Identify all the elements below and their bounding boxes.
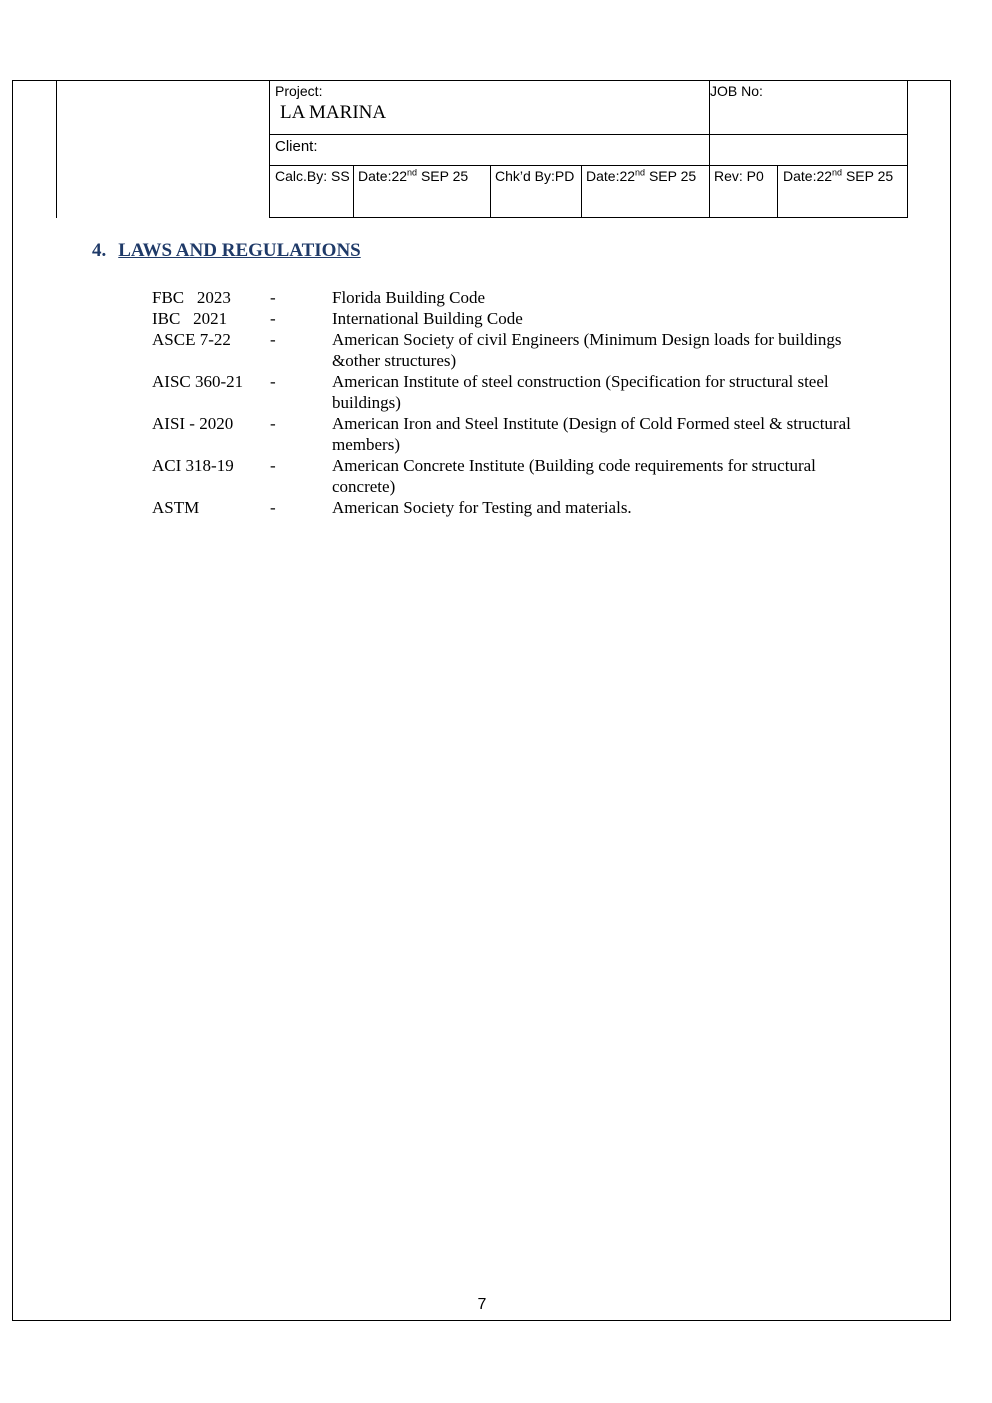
revision: Rev: P0 [714,168,764,184]
regulation-row [152,413,872,455]
regulation-dash: - [270,309,276,328]
project-label: Project: [275,83,323,99]
regulation-row [152,371,872,413]
regulation-code: ASTM [152,498,200,517]
regulation-dash: - [270,330,276,349]
logo-area-divider [56,80,57,218]
regulation-code: ASCE 7-22 [152,330,231,349]
regulation-dash: - [270,456,276,475]
page-number: 7 [477,1296,487,1313]
regulation-code: AISI - 2020 [152,414,234,433]
regulation-code: IBC 2021 [152,309,228,328]
section-title: LAWS AND REGULATIONS [118,240,361,261]
title-block-divider [709,81,710,218]
regulation-description: American Concrete Institute (Building code requirements for structural concrete) [332,456,816,496]
title-block-divider [777,165,778,218]
checked-date: Date:22nd SEP 25 [586,167,697,184]
title-block-divider [270,165,907,166]
regulation-code: AISC 360-21 [152,372,244,391]
title-block-divider [270,134,907,135]
title-block [269,80,908,218]
title-block-divider [353,165,354,218]
client-label: Client: [275,138,318,155]
regulation-description: American Society for Testing and materials. [332,498,632,517]
regulation-dash: - [270,414,276,433]
regulation-description: American Society of civil Engineers (Minimum Design loads for buildings &other structures) [332,330,842,370]
job-no-label: JOB No: [710,83,763,99]
regulation-description: International Building Code [332,309,523,328]
regulation-row [152,287,872,308]
regulation-dash: - [270,372,276,391]
title-block-divider [581,165,582,218]
regulation-row [152,455,872,497]
calc-by: Calc.By: SS [275,168,350,184]
regulation-code: ACI 318-19 [152,456,234,475]
title-block-divider [490,165,491,218]
calc-date: Date:22nd SEP 25 [358,167,469,184]
regulation-dash: - [270,288,276,307]
regulation-code: FBC 2023 [152,288,231,307]
page-border [12,80,951,1321]
regulation-description: American Institute of steel construction (Specification for structural steel buildings) [332,372,829,412]
checked-by: Chk’d By:PD [495,168,575,184]
regulation-row [152,308,872,329]
regulation-row [152,329,872,371]
section-heading [92,240,361,262]
revision-date: Date:22nd SEP 25 [783,167,894,184]
regulations-list [152,287,872,518]
project-name: LA MARINA [280,102,387,123]
regulation-row [152,497,872,518]
regulation-description: Florida Building Code [332,288,485,307]
section-number: 4. [92,240,107,261]
regulation-dash: - [270,498,276,517]
regulation-description: American Iron and Steel Institute (Design of Cold Formed steel & structural members) [332,414,851,454]
